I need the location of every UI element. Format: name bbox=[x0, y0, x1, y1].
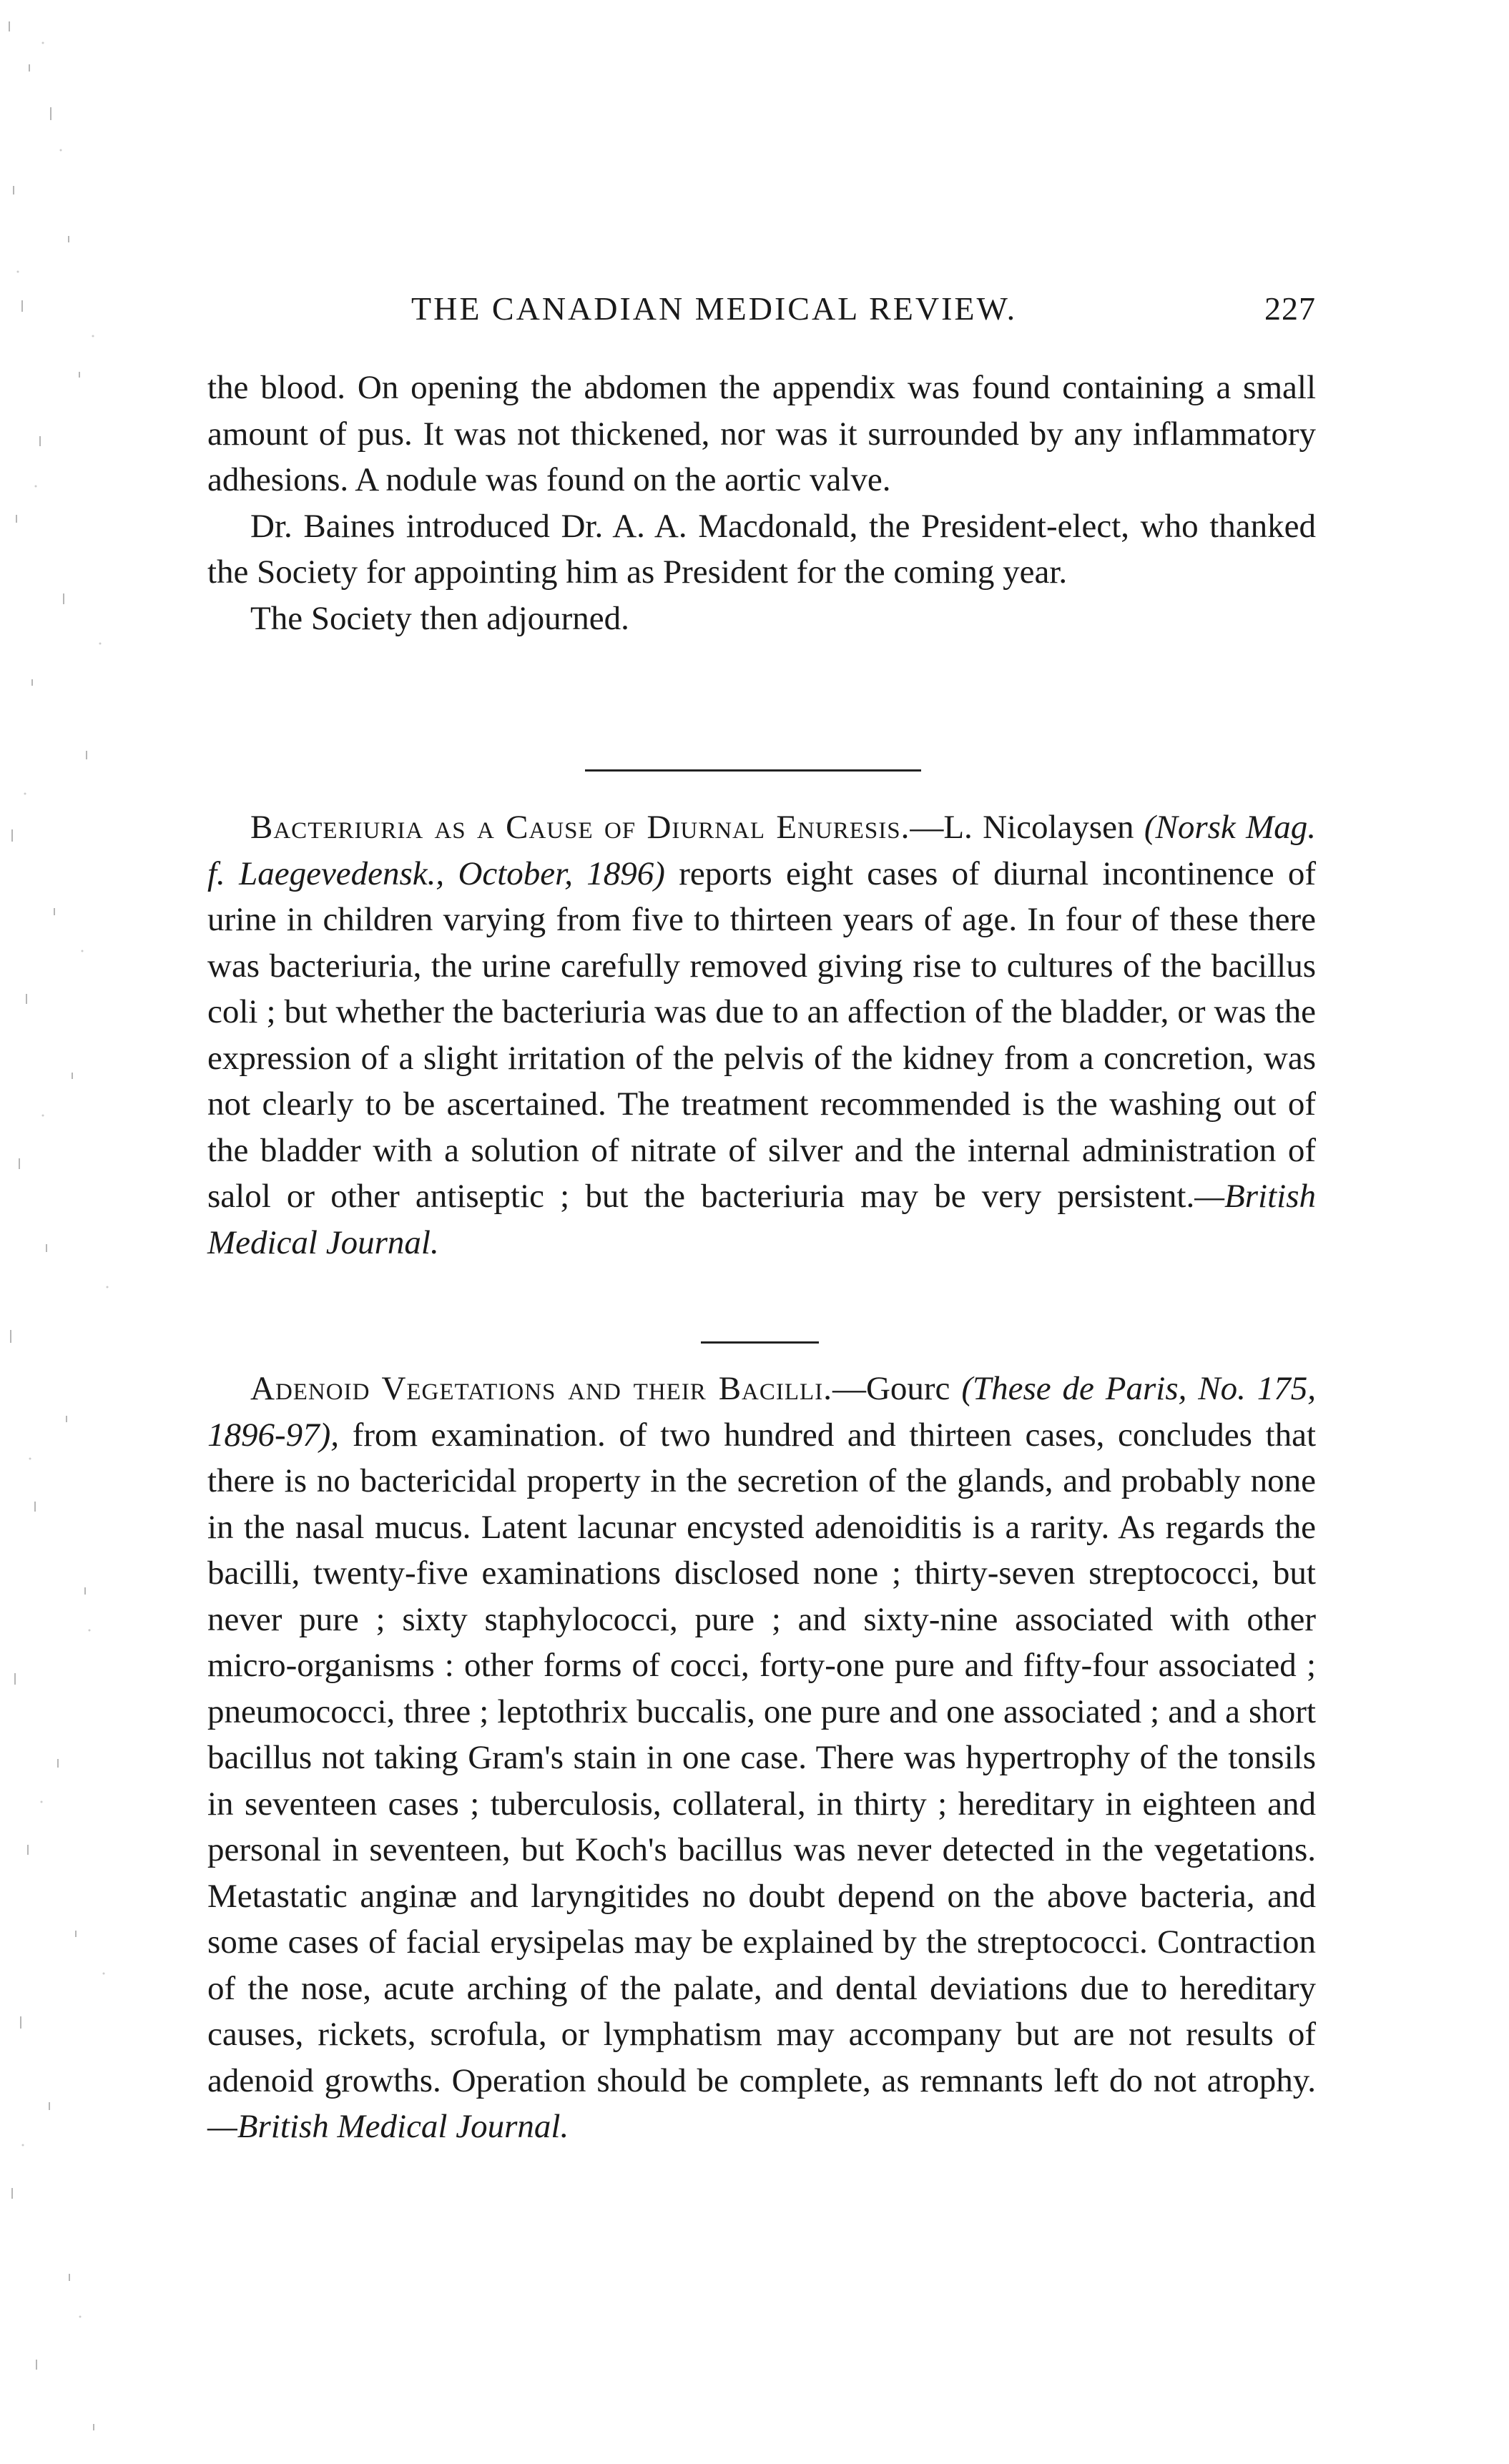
article-source: (These de Paris, No. 175, 1896-97), bbox=[207, 1370, 1316, 1454]
article-title: Bacteriuria as a Cause of Diurnal Enuresis. bbox=[250, 809, 910, 846]
article-body: from examination. of two hundred and thirteen cases, concludes that there is no bactericidal property in the secretion of the glands, and probably none in the nasal mucus. Latent lacunar encysted adenoiditis is a rarity. As regards the bacilli, twenty-five examinations disclosed none ; thirty-seven streptococci, but never pure ; sixty staphylococci, pure ; and sixty-nine associated with other micro-organisms : other forms of cocci, forty-one pure and fifty-four associated ; pneumococci, three ; leptothrix buccalis, one pure and one associated ; and a short bacillus not taking Gram's stain in one case. There was hypertrophy of the tonsils in seventeen cases ; tuberculosis, collateral, in thirty ; hereditary in eighteen and personal in seventeen, but Koch's bacillus was never detected in the vegetations. Metastatic anginæ and laryngitides no doubt depend on the above bacteria, and some cases of facial erysipelas may be explained by the streptococci. Contraction of the nose, acute arching of the palate, and dental deviations due to hereditary causes, rickets, scrofula, or lymphatism may accompany but are not results of adenoid growths. Operation should be complete, as remnants left do not atrophy. bbox=[207, 1416, 1317, 2099]
article-paragraph bbox=[207, 804, 1316, 1266]
article-citation: —British Medical Journal. bbox=[207, 1178, 1316, 1261]
article-author: —L. Nicolaysen bbox=[910, 809, 1134, 846]
article-author: —Gourc bbox=[832, 1370, 950, 1407]
article-adenoid bbox=[207, 1366, 1316, 2150]
scan-speckle-margin bbox=[0, 0, 157, 2464]
article-bacteriuria bbox=[207, 804, 1316, 1266]
section-divider bbox=[585, 769, 921, 772]
president-paragraph: Dr. Baines introduced Dr. A. A. Macdonald, the President-elect, who thanked the Society for appointing him as President for the coming year. bbox=[207, 507, 1316, 591]
running-title: THE CANADIAN MEDICAL REVIEW. bbox=[411, 290, 1018, 327]
article-citation: —British Medical Journal. bbox=[207, 2108, 569, 2145]
article-source: (Norsk Mag. f. Laegevedensk., October, 1896) bbox=[207, 809, 1316, 892]
section-divider bbox=[701, 1341, 819, 1344]
continued-paragraph: the blood. On opening the abdomen the appendix was found containing a small amount of pus. It was not thickened, nor was it surrounded by any inflammatory adhesions. A nodule was found on the aortic valve. bbox=[207, 369, 1316, 498]
page-number: 227 bbox=[1264, 290, 1316, 327]
article-title: Adenoid Vegetations and their Bacilli. bbox=[250, 1370, 832, 1407]
article-paragraph bbox=[207, 1366, 1316, 2150]
continued-report bbox=[207, 365, 1316, 641]
running-header bbox=[207, 290, 1316, 332]
article-body: reports eight cases of diurnal incontinence of urine in children varying from five to thirteen years of age. In four of these there was bacteriuria, the urine carefully removed giving rise to cultures of the bacillus coli ; but whether the bacteriuria was due to an affection of the bladder, or was the expression of a slight irritation of the pelvis of the kidney from a concretion, was not clearly to be ascertained. The treatment recommended is the washing out of the bladder with a solution of nitrate of silver and the internal administration of salol or other antiseptic ; but the bacteriuria may be very persistent. bbox=[207, 854, 1317, 1215]
adjourned-paragraph: The Society then adjourned. bbox=[250, 599, 629, 637]
